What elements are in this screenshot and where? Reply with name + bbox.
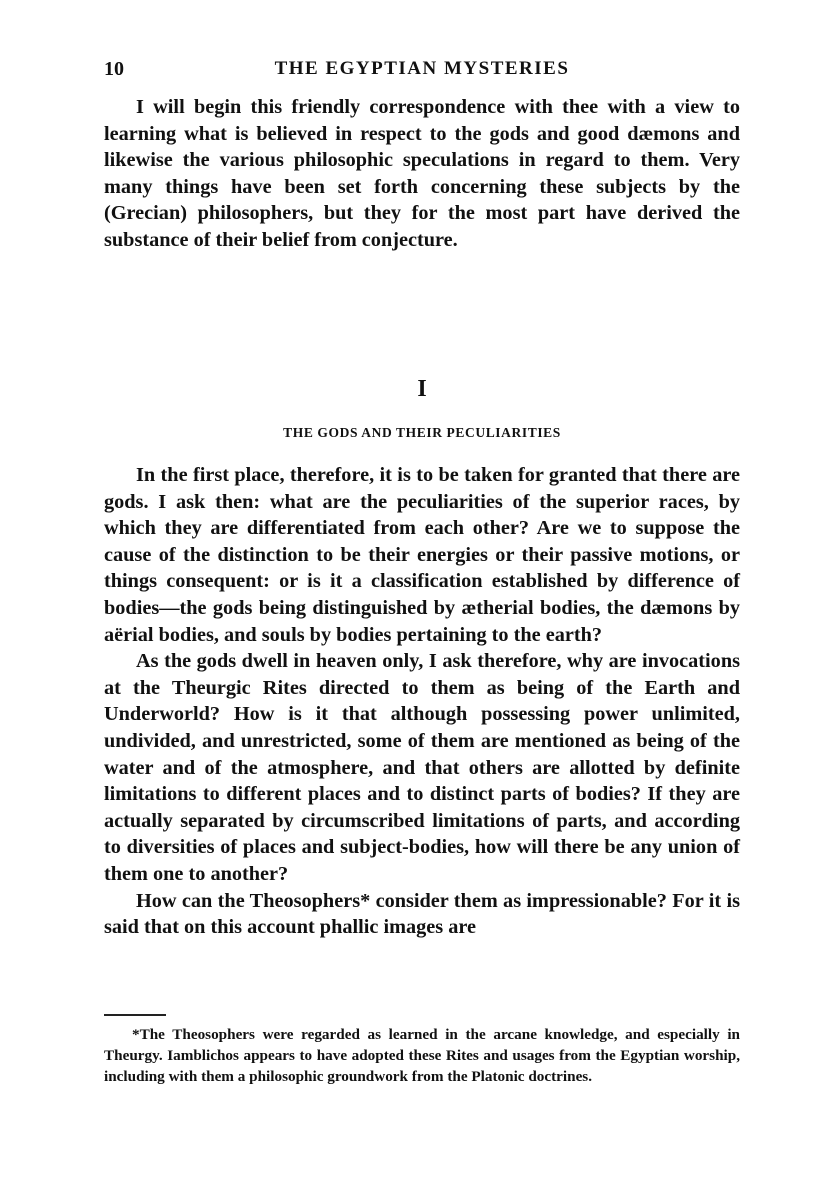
chapter-body [104, 462, 740, 941]
footnote-divider [104, 1014, 166, 1016]
intro-paragraph: I will begin this friendly correspondence with thee with a view to learning what is believed in respect to the gods and good dæmons and likewise the various philosophic speculations in regard to them. Very many things have been set forth concerning these subjects by the (Grecian) philosophers, but they for the most part have derived the substance of their belief from conjecture. [104, 96, 740, 251]
footnote [104, 1024, 740, 1087]
running-head [104, 58, 740, 84]
chapter-number: I [417, 376, 427, 402]
footnote-text: *The Theosophers were regarded as learned in the arcane knowledge, and especially in Theurgy. Iamblichos appears to have adopted these Rites and usages from the Egyptian worship, including with them a philosophic groundwork from the Platonic doctrines. [104, 1026, 740, 1085]
chapter-title: THE GODS AND THEIR PECULIARITIES [283, 425, 561, 440]
body-paragraph: How can the Theosophers* consider them as impressionable? For it is said that on this account phallic images are [104, 889, 740, 939]
body-paragraph: As the gods dwell in heaven only, I ask therefore, why are invocations at the Theurgic Rites directed to them as being of the Earth and Underworld? How is it that although possessing power unlimited, undivided, and unrestricted, some of them are mentioned as being of the water and of the atmosphere, and that others are allotted by definite limitations to different places and to distinct parts of bodies? If they are actually separated by circumscribed limitations of parts, and according to diversities of places and subject-bodies, how will there be any union of them one to another? [104, 650, 740, 885]
intro-section [104, 94, 740, 254]
body-paragraph: In the first place, therefore, it is to be taken for granted that there are gods. I ask then: what are the peculiarities of the superior races, by which they are differentiated from each other? Are we to suppose the cause of the distinction to be their energies or their passive motions, or things consequent: or is it a classification established by difference of bodies—the gods being distinguished by ætherial bodies, the dæmons by aërial bodies, and souls by bodies pertaining to the earth? [104, 464, 740, 646]
page-number: 10 [104, 58, 124, 80]
running-title: THE EGYPTIAN MYSTERIES [274, 58, 570, 79]
